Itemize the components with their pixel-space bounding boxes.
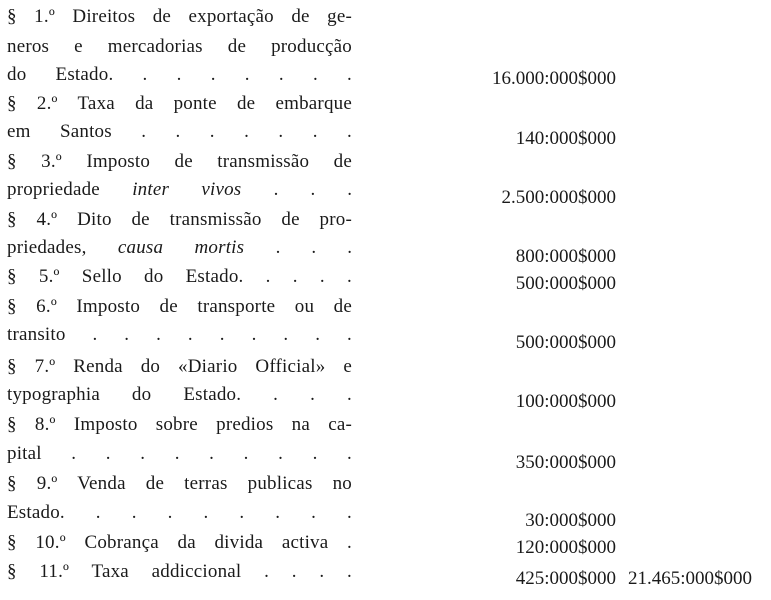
item-8-line-1: § 8.º Imposto sobre predios na ca- [7,414,352,435]
item-4-amount: 800:000$000 [515,246,616,267]
item-5-amount: 500:000$000 [515,273,616,294]
item-10-line-1: § 10.º Cobrança da divida activa . [7,532,352,553]
item-2-amount: 140:000$000 [515,128,616,149]
item-9-line-1: § 9.º Venda de terras publicas no [7,473,352,494]
item-11-amount: 425:000$000 [515,568,616,589]
item-8-amount: 350:000$000 [515,452,616,473]
item-8-line-2: pital . . . . . . . . . [7,443,352,464]
item-1-line-3: do Estado. . . . . . . . [7,64,352,85]
item-1-amount: 16.000:000$000 [491,68,616,89]
item-10-amount: 120:000$000 [515,537,616,558]
item-7-amount: 100:000$000 [515,391,616,412]
item-3-line-2: propriedade inter vivos . . . [7,179,353,200]
item-1-line-1: § 1.º Direitos de exportação de ge- [7,6,352,27]
item-2-line-1: § 2.º Taxa da ponte de embarque [7,93,352,114]
item-6-amount: 500:000$000 [515,332,616,353]
item-3-amount: 2.500:000$000 [501,187,616,208]
item-9-amount: 30:000$000 [525,510,616,531]
item-2-line-2: em Santos . . . . . . . [7,121,352,142]
item-7-line-1: § 7.º Renda do «Diario Official» e [7,356,352,377]
item-7-line-2: typographia do Estado. . . . [7,384,352,405]
item-3-line-1: § 3.º Imposto de transmissão de [7,151,352,172]
item-4-line-1: § 4.º Dito de transmissão de pro- [7,209,352,230]
item-4-line-2: priedades, causa mortis . . . [7,237,353,258]
item-5-line-1: § 5.º Sello do Estado. . . . . [7,266,352,287]
item-6-line-1: § 6.º Imposto de transporte ou de [7,296,352,317]
item-11-line-1: § 11.º Taxa addiccional . . . . [7,561,352,582]
item-6-line-2: transito . . . . . . . . . [7,324,352,345]
grand-total: 21.465:000$000 [628,568,753,589]
item-1-line-2: neros e mercadorias de producção [7,36,352,57]
item-9-line-2: Estado. . . . . . . . . [7,502,352,523]
